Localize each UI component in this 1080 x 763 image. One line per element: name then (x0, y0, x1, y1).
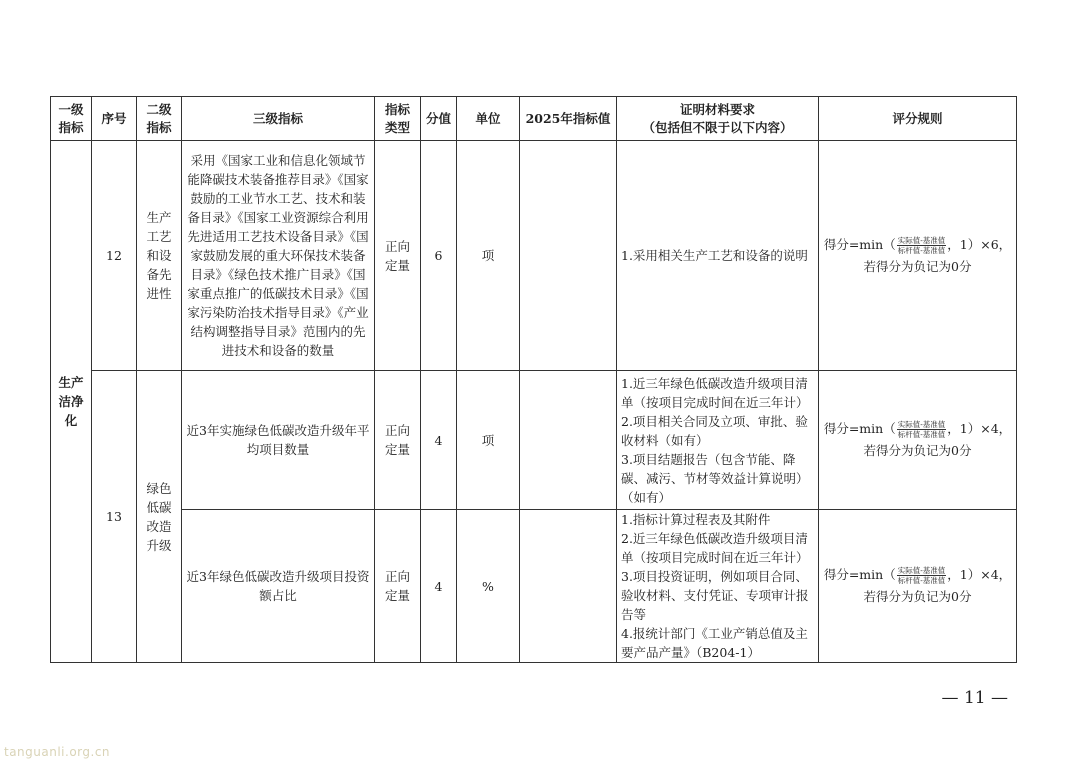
rule-denominator-13b: 标杆值-基准值 (897, 576, 946, 585)
rule-prefix-13a: 得分=min（ (823, 421, 896, 436)
table-row-13b (51, 510, 1017, 663)
table-header-row (51, 97, 1017, 141)
rule-suffix-12: ，1）×6， (947, 236, 1012, 252)
header-rule: 评分规则 (819, 97, 1017, 141)
evidence-item: 4.报统计部门《工业产销总值及主要产品产量》（B204-1） (621, 626, 808, 660)
rule-cell-13a (819, 371, 1017, 510)
header-level1: 一级指标 (51, 97, 92, 141)
seq-cell-13: 13 (92, 371, 137, 663)
rule-denominator-12: 标杆值-基准值 (897, 245, 946, 255)
rule-cell-12 (819, 141, 1017, 371)
target-cell-12 (520, 141, 617, 371)
evidence-item: 2.近三年绿色低碳改造升级项目清单（按项目完成时间在近三年计） (621, 531, 809, 565)
evidence-cell-13b (617, 510, 819, 663)
table-row-12 (51, 141, 1017, 371)
rule-fraction-13b (897, 566, 947, 585)
seq-cell-12: 12 (92, 141, 137, 371)
rule-denominator-13a: 标杆值-基准值 (897, 430, 946, 439)
header-target2025: 2025年指标值 (520, 97, 617, 141)
header-unit: 单位 (457, 97, 520, 141)
evidence-item: 1.指标计算过程表及其附件 (621, 512, 771, 527)
unit-cell-12: 项 (457, 141, 520, 371)
target-cell-13a (520, 371, 617, 510)
unit-cell-13a: 项 (457, 371, 520, 510)
rule-line2-13b: 若得分为负记为0分 (863, 589, 972, 604)
type-cell-13b: 正向定量 (375, 510, 421, 663)
level3-cell-13b: 近3年绿色低碳改造升级项目投资额占比 (182, 510, 375, 663)
header-evidence-line1: 证明材料要求 (679, 101, 755, 117)
rule-fraction-12 (897, 236, 947, 255)
rule-numerator-13b: 实际值-基准值 (897, 566, 946, 575)
header-level2: 二级指标 (137, 97, 182, 141)
rule-line2-12: 若得分为负记为0分 (863, 258, 972, 274)
header-evidence-line2: （包括但不限于以下内容） (642, 119, 793, 135)
score-cell-12: 6 (421, 141, 457, 371)
header-evidence (617, 97, 819, 141)
level2-cell-12: 生产工艺和设备先进性 (137, 141, 182, 371)
page-number: — 11 — (941, 688, 1008, 708)
rule-numerator-13a: 实际值-基准值 (897, 420, 946, 429)
header-level3: 三级指标 (182, 97, 375, 141)
rule-prefix-13b: 得分=min（ (823, 567, 896, 582)
header-score: 分值 (421, 97, 457, 141)
type-cell-12: 正向定量 (375, 141, 421, 371)
level2-cell-13: 绿色低碳改造升级 (137, 371, 182, 663)
evidence-cell-13a (617, 371, 819, 510)
header-seq: 序号 (92, 97, 137, 141)
rule-line2-13a: 若得分为负记为0分 (863, 443, 972, 458)
target-cell-13b (520, 510, 617, 663)
evidence-cell-12: 1.采用相关生产工艺和设备的说明 (617, 141, 819, 371)
watermark: tanguanli.org.cn (4, 745, 111, 759)
rule-suffix-13b: ，1）×4， (947, 567, 1012, 582)
rule-cell-13b (819, 510, 1017, 663)
evidence-item: 3.项目投资证明，例如项目合同、验收材料、支付凭证、专项审计报告等 (621, 569, 809, 622)
rule-fraction-13a (897, 420, 947, 439)
header-type: 指标类型 (375, 97, 421, 141)
table-row-13a (51, 371, 1017, 510)
level3-cell-12: 采用《国家工业和信息化领域节能降碳技术装备推荐目录》《国家鼓励的工业节水工艺、技术和装备目录》《国家工业资源综合利用先进适用工艺技术设备目录》《国家鼓励发展的重大环保技术装备目录》《绿色技术推广目录》《国家重点推广的低碳技术目录》《国家污染防治技术指导目录》《产业结构调整指导目录》范围内的先进技术和设备的数量 (182, 141, 375, 371)
evaluation-table (50, 96, 1017, 663)
unit-cell-13b: % (457, 510, 520, 663)
score-cell-13a: 4 (421, 371, 457, 510)
evidence-item: 3.项目结题报告（包含节能、降碳、减污、节材等效益计算说明）（如有） (621, 451, 809, 505)
type-cell-13a: 正向定量 (375, 371, 421, 510)
level1-cell: 生产洁净化 (51, 141, 92, 663)
rule-numerator-12: 实际值-基准值 (897, 235, 946, 245)
level3-cell-13a: 近3年实施绿色低碳改造升级年平均项目数量 (182, 371, 375, 510)
evidence-item: 2.项目相关合同及立项、审批、验收材料（如有） (621, 413, 808, 448)
score-cell-13b: 4 (421, 510, 457, 663)
rule-suffix-13a: ，1）×4， (947, 421, 1012, 436)
rule-prefix-12: 得分=min（ (823, 236, 896, 252)
evidence-item: 1.近三年绿色低碳改造升级项目清单（按项目完成时间在近三年计） (621, 375, 809, 410)
